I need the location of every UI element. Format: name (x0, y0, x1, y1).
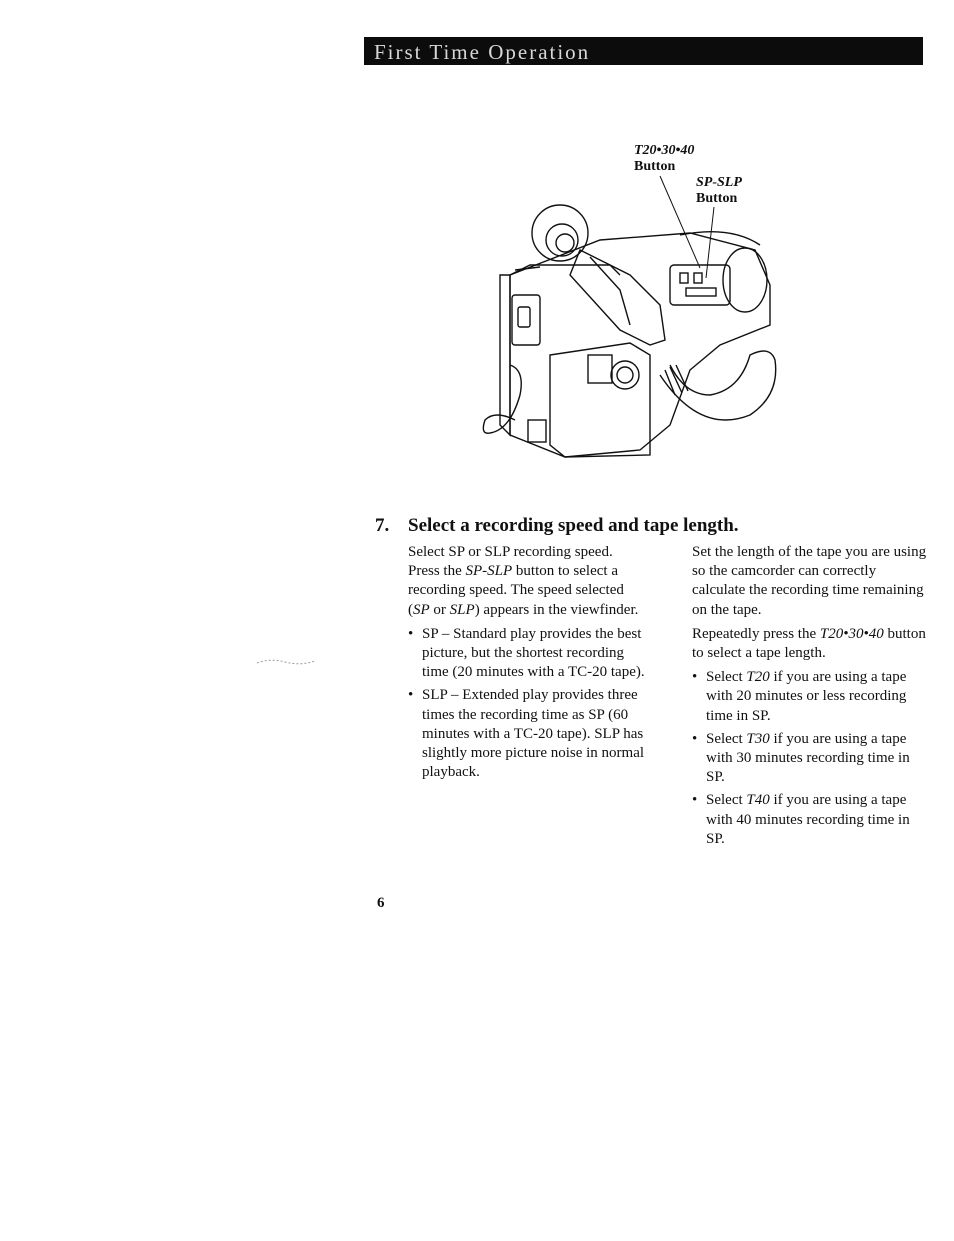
bullet-suffix: if you are using a tape with 20 minutes or less recording time in SP. (706, 669, 907, 724)
bullet-suffix: if you are using a tape with 30 minutes recording time in SP. (706, 730, 910, 786)
bullet-prefix: Select (706, 730, 747, 747)
callout-tape-label: T20•30•40 (634, 143, 695, 158)
right-column (692, 543, 928, 853)
list-item: • SLP – Extended play provides three times the recording time as SP (60 minutes with a TC-20 tape). SLP has slightly more picture noise in normal playback. (408, 686, 646, 782)
intro-text-2: button to select a recording speed. The speed selected ( (408, 563, 624, 618)
intro-sp: SP (413, 601, 430, 618)
callout-speed-label: SP-SLP (696, 175, 742, 190)
bullet-code: T40 (746, 792, 770, 809)
header-title: First Time Operation (374, 40, 591, 64)
left-intro-paragraph (408, 543, 646, 620)
intro-button-name: SP-SLP (465, 563, 513, 580)
camcorder-illustration (470, 195, 790, 465)
page-number: 6 (377, 895, 385, 911)
bullet-prefix: Select (706, 669, 747, 686)
bullet-prefix: Select (706, 792, 747, 809)
para2-text-2: button to select a tape length. (692, 625, 926, 662)
section-heading (375, 515, 739, 537)
intro-text-3: ) appears in the viewfinder. (474, 601, 639, 618)
right-second-paragraph (692, 625, 928, 663)
list-item: • SP – Standard play provides the best picture, but the shortest recording time (20 minutes with a TC-20 tape). (408, 625, 646, 683)
list-item (692, 791, 928, 849)
intro-text-1: Select SP or SLP recording speed. Press the (408, 544, 613, 580)
intro-or: or (429, 601, 450, 618)
callout-speed-button-word: Button (696, 191, 738, 206)
bullet-code: T20 (746, 669, 770, 686)
intro-slp: SLP (449, 601, 475, 618)
left-bullet-list (408, 625, 646, 783)
callout-tape-button-word: Button (634, 159, 676, 174)
para2-text-1: Repeatedly press the (692, 625, 820, 642)
bullet-code: T30 (746, 730, 770, 747)
para2-button-name: T20•30•40 (819, 625, 884, 642)
right-bullet-list (692, 668, 928, 849)
left-column (408, 543, 646, 786)
list-item (692, 730, 928, 788)
list-item (692, 668, 928, 726)
bullet-suffix: if you are using a tape with 40 minutes recording time in SP. (706, 792, 910, 847)
section-number: 7. (375, 515, 390, 536)
right-intro-paragraph: Set the length of the tape you are using so the camcorder can correctly calculate the recording time remaining on the tape. (692, 544, 927, 618)
scan-smudge (255, 655, 317, 669)
section-title: Select a recording speed and tape length. (408, 515, 739, 536)
